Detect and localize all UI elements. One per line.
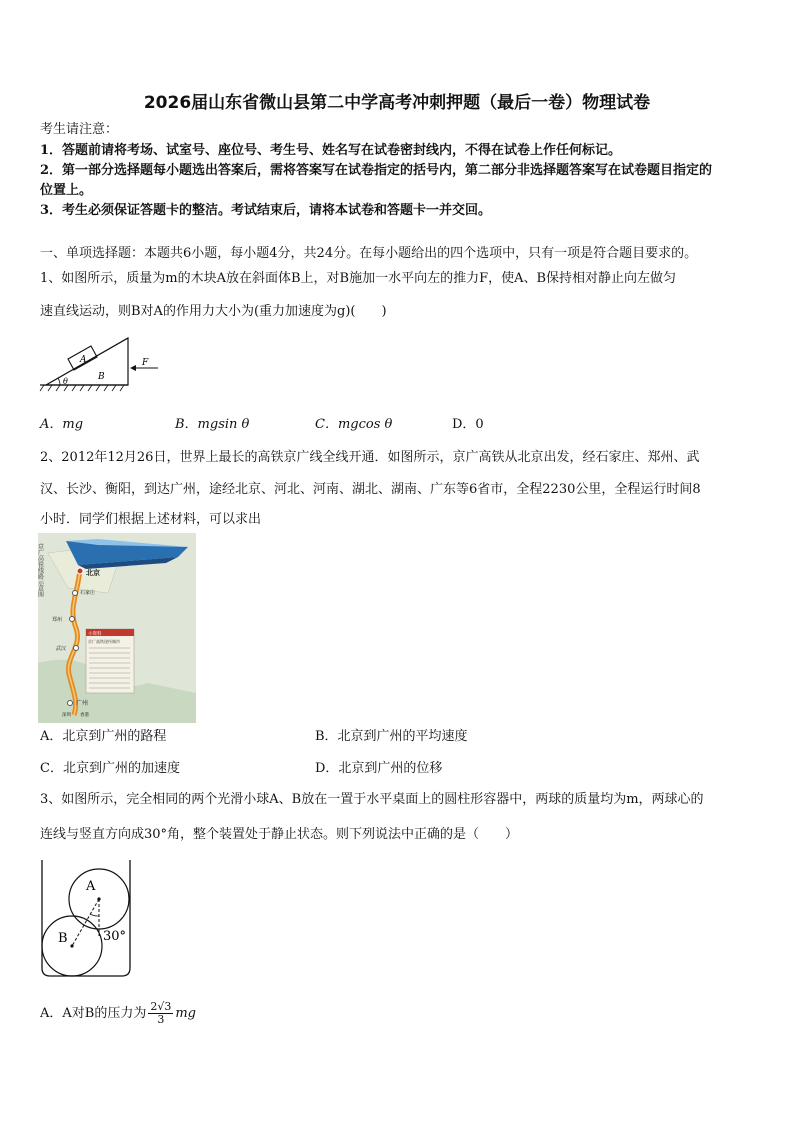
city-shenzhen: 深圳 [62,713,71,718]
q2-option-b[interactable]: B．北京到广州的平均速度 [315,729,468,744]
q3-option-a[interactable] [40,1001,196,1027]
q3-option-a-prefix: A．A对B的压力为 [40,1006,147,1021]
notice-item-2: 2．第一部分选择题每小题选出答案后，需将答案写在试卷指定的括号内，第二部分非选择题答案写在试卷题目指定的 [40,163,713,178]
city-zhengzhou: 郑州 [52,617,63,623]
q1-stem-line1: 1、如图所示，质量为m的木块A放在斜面体B上，对B施加一水平向左的推力F，使A、B保持相对静止向左做匀 [40,271,677,286]
notice-item-1: 1．答题前请将考场、试室号、座位号、考生号、姓名写在试卷密封线内，不得在试卷上作任何标记。 [40,143,622,158]
fraction-numerator: 2√3 [150,1000,172,1013]
notice-heading: 考生请注意： [40,122,119,137]
info-box-subtitle: 京广高铁途经城市 [88,639,120,644]
q3-option-a-suffix: mg [175,1006,197,1021]
q3-stem-line2: 连线与竖直方向成30°角，整个装置处于静止状态。则下列说法中正确的是（ ） [40,827,519,842]
q2-railway-map [38,533,196,723]
q3-label-b: B [58,931,68,946]
q1-option-c[interactable]: C．mgcos θ [315,417,393,432]
q3-label-a: A [86,879,96,894]
q1-incline-figure [38,335,163,393]
city-guangzhou: 广州 [76,700,89,707]
q1-label-theta: θ [63,377,68,386]
notice-item-2-cont: 位置上。 [40,183,93,198]
q1-option-b[interactable]: B．mgsin θ [175,417,250,432]
q2-stem-line2: 汉、长沙、衡阳，到达广州，途经北京、河北、河南、湖北、湖南、广东等6省市，全程2230公里，全程运行时间8 [40,482,701,497]
q2-stem-line1: 2、2012年12月26日，世界上最长的高铁京广线全线开通．如图所示，京广高铁从北京出发，经石家庄、郑州、武 [40,450,700,465]
map-title-ch1: 京广高铁线路示意图 [36,543,44,597]
q1-label-f: F [142,358,149,368]
q2-stem-line3: 小时．同学们根据上述材料，可以求出 [40,512,262,527]
q1-option-d[interactable]: D．0 [452,417,484,432]
q2-option-d[interactable]: D．北京到广州的位移 [315,761,443,776]
page-title: 2026届山东省微山县第二中学高考冲刺押题（最后一卷）物理试卷 [143,93,651,113]
q3-label-angle: 30° [103,929,127,944]
q1-stem-line2: 速直线运动，则B对A的作用力大小为(重力加速度为g)( ) [40,304,387,319]
q1-option-a[interactable]: A．mg [40,417,84,432]
city-shijiazhuang: 石家庄 [80,590,96,596]
q2-option-c[interactable]: C．北京到广州的加速度 [40,761,180,776]
section-heading: 一、单项选择题：本题共6小题，每小题4分，共24分。在每小题给出的四个选项中，只有一项是符合题目要求的。 [40,246,698,261]
city-beijing: 北京 [86,569,100,577]
fraction-denominator: 3 [157,1013,165,1026]
q3-option-a-fraction [148,1001,173,1026]
container [42,860,130,976]
q2-option-a[interactable]: A．北京到广州的路程 [40,729,167,744]
city-hongkong: 香港 [80,713,89,718]
q1-label-b: B [98,372,105,382]
notice-item-3: 3．考生必须保证答题卡的整洁。考试结束后，请将本试卷和答题卡一并交回。 [40,203,492,218]
info-box-title: 小资料 [88,632,102,637]
q1-label-a: A [80,355,87,365]
city-wuhan: 武汉 [56,646,67,652]
q3-stem-line1: 3、如图所示，完全相同的两个光滑小球A、B放在一置于水平桌面上的圆柱形容器中，两球的质量均为m，两球心的 [40,792,704,807]
q3-spheres-figure [38,858,138,980]
